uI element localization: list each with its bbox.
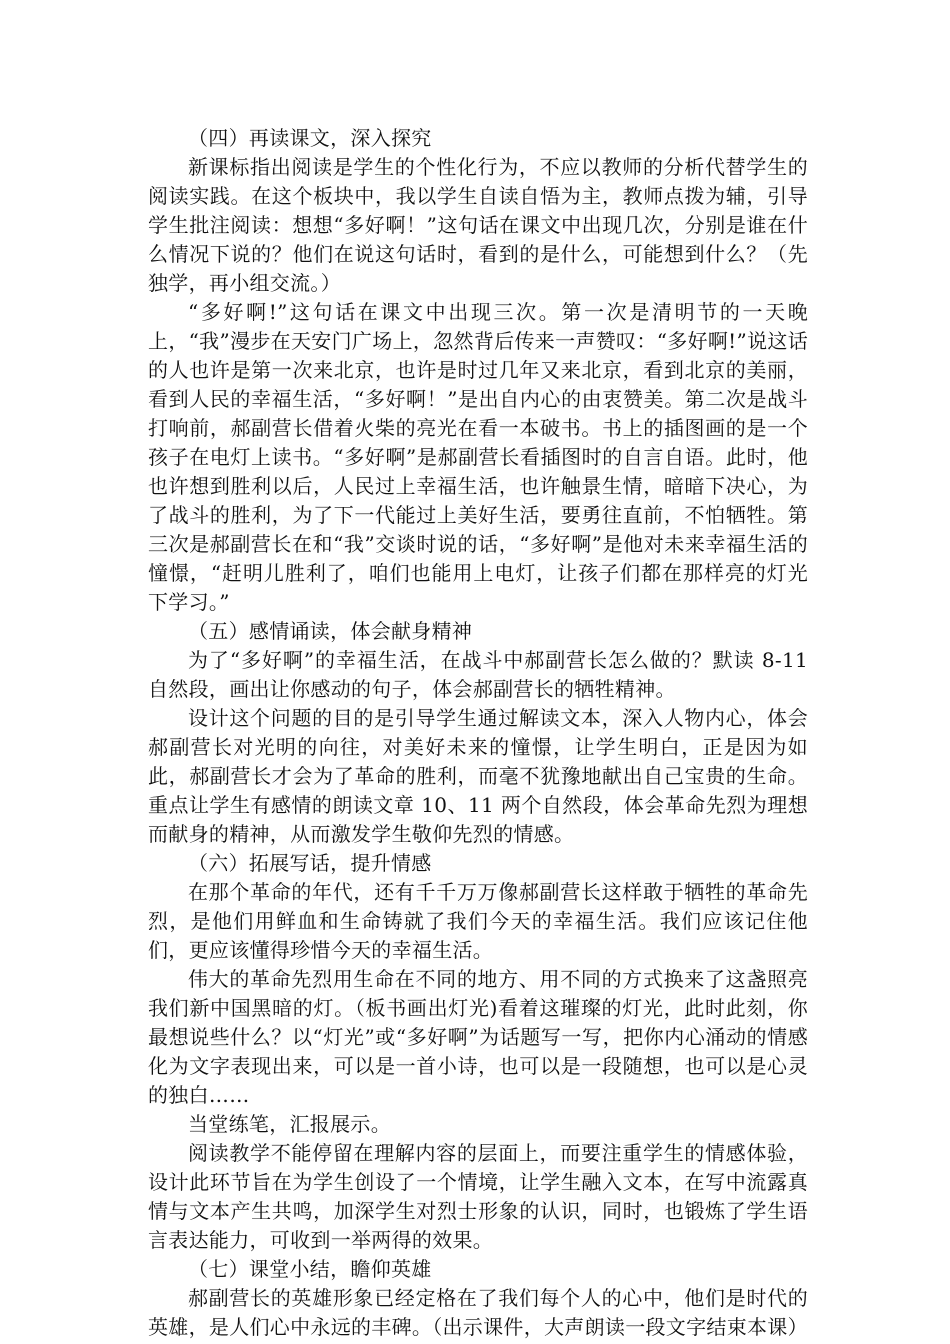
paragraph: 当堂练笔，汇报展示。 (188, 1112, 391, 1136)
paragraph: 郝副营长的英雄形象已经定格在了我们每个人的心中，他们是时代的英雄，是人们心中永远的丰碑。（出示课件，大声朗读一段文字结束本课） (148, 1286, 808, 1339)
section-heading-6: （六）拓展写话，提升情感 (188, 851, 432, 875)
section-heading-4: （四）再读课文，深入探究 (188, 126, 432, 150)
paragraph: 阅读教学不能停留在理解内容的层面上，而要注重学生的情感体验，设计此环节旨在为学生创设了一个情境，让学生融入文本，在写中流露真情与文本产生共鸣，加深学生对烈士形象的认识，同时，也锻炼了学生语言表达能力，可收到一举两得的效果。 (148, 1141, 808, 1252)
paragraph: 为了“多好啊”的幸福生活，在战斗中郝副营长怎么做的？默读 8-11 自然段，画出让你感动的句子，体会郝副营长的牺牲精神。 (148, 648, 808, 701)
section-heading-7: （七）课堂小结，瞻仰英雄 (188, 1257, 432, 1281)
paragraph: 新课标指出阅读是学生的个性化行为，不应以教师的分析代替学生的阅读实践。在这个板块中，我以学生自读自悟为主，教师点拨为辅，引导学生批注阅读：想想“多好啊！”这句话在课文中出现几次，分别是谁在什么情况下说的？他们在说这句话时，看到的是什么，可能想到什么？（先独学，再小组交流。） (148, 155, 808, 295)
paragraph: 设计这个问题的目的是引导学生通过解读文本，深入人物内心，体会郝副营长对光明的向往，对美好未来的憧憬，让学生明白，正是因为如此，郝副营长才会为了革命的胜利，而毫不犹豫地献出自己宝贵的生命。重点让学生有感情的朗读文章 10、11 两个自然段，体会革命先烈为理想而献身的精神，从而激发学生敬仰先烈的情感。 (148, 706, 808, 846)
paragraph: 伟大的革命先烈用生命在不同的地方、用不同的方式换来了这盏照亮我们新中国黑暗的灯。（板书画出灯光)看着这璀璨的灯光，此时此刻，你最想说些什么？以“灯光”或“多好啊”为话题写一写，把你内心涌动的情感化为文字表现出来，可以是一首小诗，也可以是一段随想，也可以是心灵的独白…… (148, 967, 808, 1107)
paragraph: 在那个革命的年代，还有千千万万像郝副营长这样敢于牺牲的革命先烈，是他们用鲜血和生命铸就了我们今天的幸福生活。我们应该记住他们，更应该懂得珍惜今天的幸福生活。 (148, 880, 808, 962)
section-heading-5: （五）感情诵读，体会献身精神 (188, 619, 473, 643)
paragraph: “多好啊!”这句话在课文中出现三次。第一次是清明节的一天晚上，“我”漫步在天安门广场上，忽然背后传来一声赞叹：“多好啊!”说这话的人也许是第一次来北京，也许是时过几年又来北京，看到北京的美丽，看到人民的幸福生活，“多好啊！”是出自内心的由衷赞美。第二次是战斗打响前，郝副营长借着火柴的亮光在看一本破书。书上的插图画的是一个孩子在电灯上读书。“多好啊”是郝副营长看插图时的自言自语。此时，他也许想到胜利以后，人民过上幸福生活，也许触景生情，暗暗下决心，为了战斗的胜利，为了下一代能过上美好生活，要勇往直前，不怕牺牲。第三次是郝副营长在和“我”交谈时说的话，“多好啊”是他对未来幸福生活的憧憬，“赶明儿胜利了，咱们也能用上电灯，让孩子们都在那样亮的灯光下学习。” (148, 300, 808, 614)
document-body (148, 124, 808, 1342)
